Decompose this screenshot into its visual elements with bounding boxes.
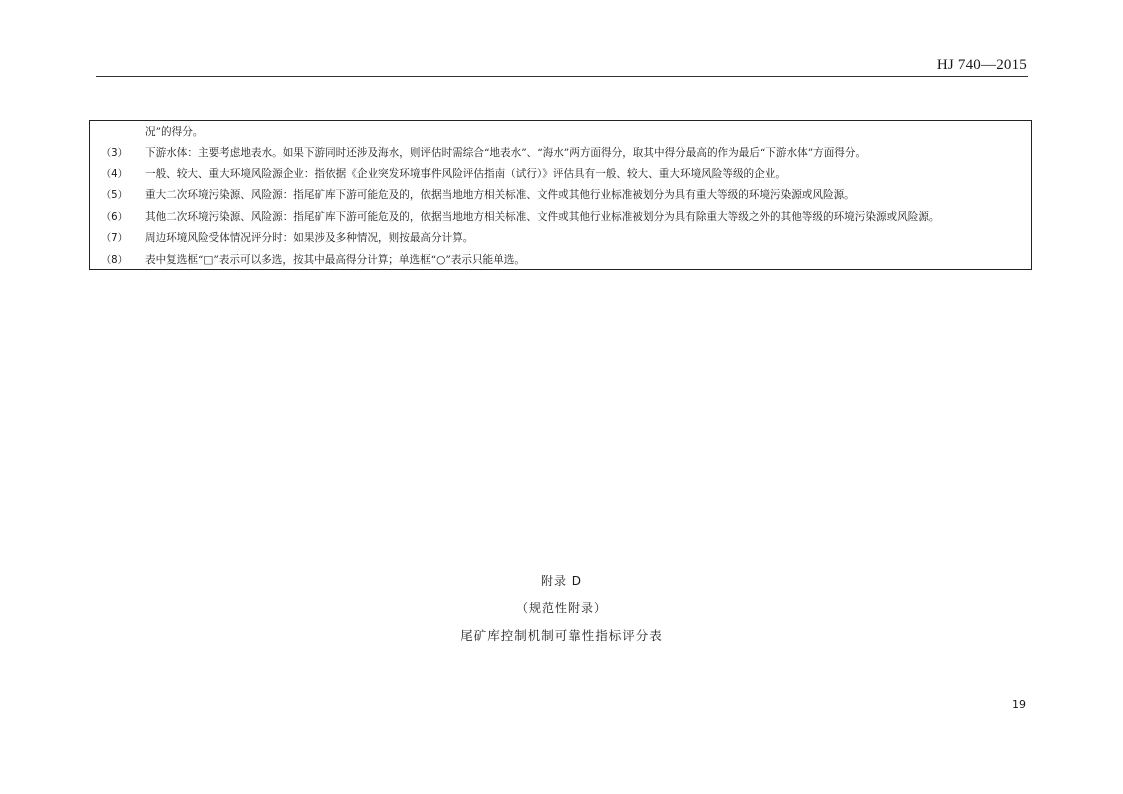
appendix-title: 尾矿库控制机制可靠性指标评分表 [460, 628, 663, 643]
note-number: （7） [101, 233, 128, 244]
note-text: 下游水体：主要考虑地表水。如果下游同时还涉及海水，则评估时需综合“地表水”、“海水”两方面得分，取其中得分最高的作为最后“下游水体”方面得分。 [145, 147, 867, 159]
note-number: （6） [101, 212, 128, 223]
appendix-type: （规范性附录） [515, 601, 607, 615]
note-row [90, 207, 1031, 228]
note-text: 其他二次环境污染源、风险源：指尾矿库下游可能危及的，依据当地地方相关标准、文件或其他行业标准被划分为具有除重大等级之外的其他等级的环境污染源或风险源。 [145, 211, 940, 223]
note-row [90, 164, 1031, 185]
note-row [90, 122, 1031, 143]
note-text: 一般、较大、重大环境风险源企业：指依据《企业突发环境事件风险评估指南（试行）》评估具有一般、较大、重大环境风险等级的企业。 [145, 168, 786, 180]
document-code: HJ 740—2015 [936, 57, 1027, 73]
note-row [90, 228, 1031, 249]
header-rule [96, 76, 1028, 77]
note-text: 表中复选框“□”表示可以多选，按其中最高得分计算；单选框“○”表示只能单选。 [145, 254, 525, 266]
note-text: 重大二次环境污染源、风险源：指尾矿库下游可能危及的，依据当地地方相关标准、文件或其他行业标准被划分为具有重大等级的环境污染源或风险源。 [145, 189, 855, 201]
notes-table [89, 120, 1032, 270]
note-row [90, 143, 1031, 164]
page-number: 19 [1012, 698, 1026, 711]
note-row [90, 185, 1031, 206]
note-number: （8） [101, 255, 128, 266]
note-number: （3） [101, 148, 128, 159]
note-row [90, 250, 1031, 271]
note-text: 况”的得分。 [145, 126, 204, 138]
appendix-label: 附录 D [540, 574, 583, 588]
note-number: （5） [101, 190, 128, 201]
note-text: 周边环境风险受体情况评分时：如果涉及多种情况，则按最高分计算。 [145, 232, 474, 244]
note-number: （4） [101, 169, 128, 180]
